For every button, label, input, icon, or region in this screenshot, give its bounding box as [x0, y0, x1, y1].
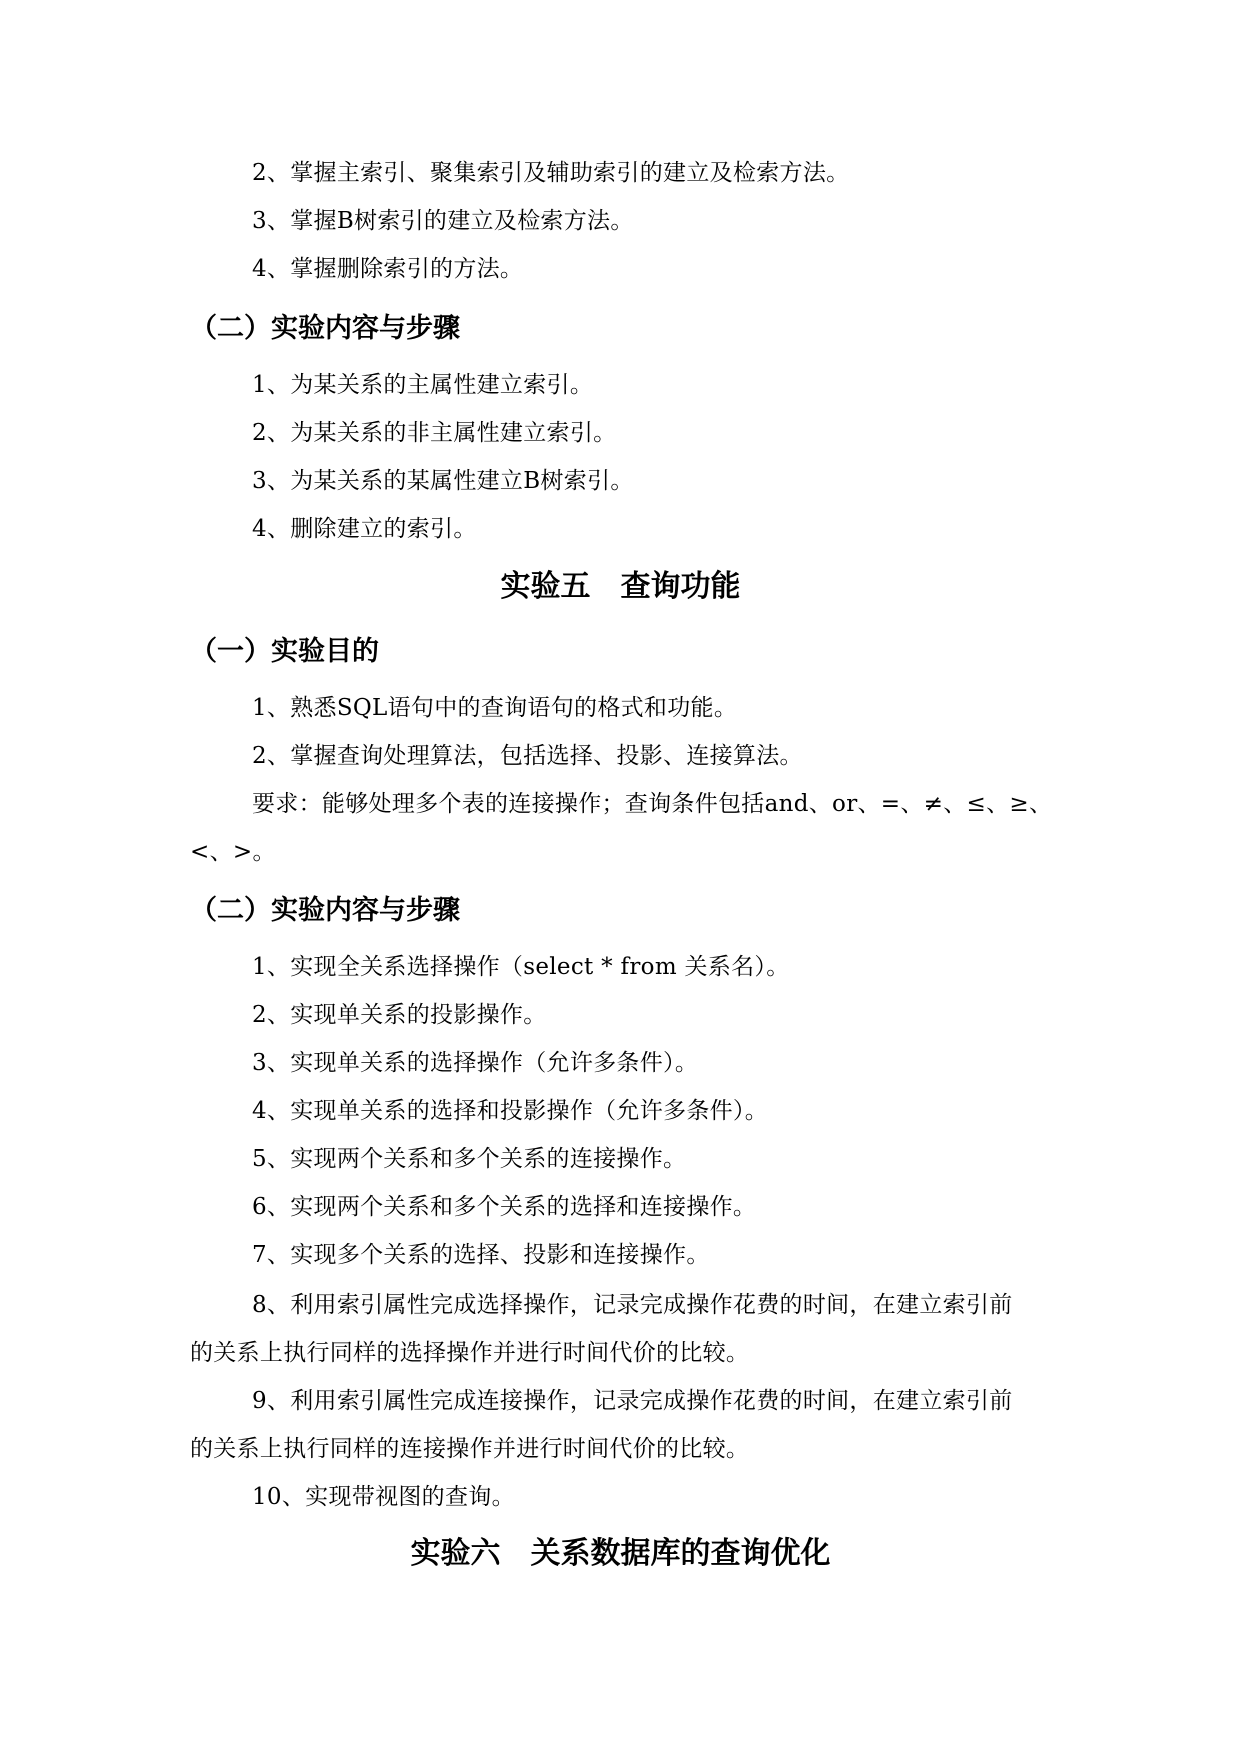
list-item-continued: 的关系上执行同样的连接操作并进行时间代价的比较。 [190, 1436, 750, 1462]
list-item: 8、利用索引属性完成选择操作，记录完成操作花费的时间，在建立索引前 [252, 1292, 1013, 1318]
list-item: 9、利用索引属性完成连接操作，记录完成操作花费的时间，在建立索引前 [252, 1388, 1013, 1414]
list-item: 6、实现两个关系和多个关系的选择和连接操作。 [252, 1194, 757, 1220]
list-item: 5、实现两个关系和多个关系的连接操作。 [252, 1146, 687, 1172]
list-item: 7、实现多个关系的选择、投影和连接操作。 [252, 1242, 710, 1268]
list-item: 2、掌握查询处理算法，包括选择、投影、连接算法。 [252, 743, 803, 769]
list-item: 4、掌握删除索引的方法。 [252, 256, 524, 282]
list-item: 3、实现单关系的选择操作（允许多条件）。 [252, 1050, 699, 1076]
list-item: 2、实现单关系的投影操作。 [252, 1002, 547, 1028]
requirement-text: 要求：能够处理多个表的连接操作；查询条件包括and、or、=、≠、≤、≥、 [252, 791, 1053, 817]
list-item: 4、实现单关系的选择和投影操作（允许多条件）。 [252, 1098, 769, 1124]
list-item-continued: 的关系上执行同样的选择操作并进行时间代价的比较。 [190, 1340, 750, 1366]
chapter-title: 实验五 查询功能 [500, 569, 741, 604]
section-heading: （一）实验目的 [190, 636, 379, 667]
section-heading: （二）实验内容与步骤 [190, 313, 460, 344]
list-item: 3、掌握B树索引的建立及检索方法。 [252, 208, 634, 234]
list-item: 1、实现全关系选择操作（select * from 关系名）。 [252, 954, 790, 980]
section-heading: （二）实验内容与步骤 [190, 895, 460, 926]
list-item: 10、实现带视图的查询。 [252, 1484, 515, 1510]
chapter-title: 实验六 关系数据库的查询优化 [410, 1536, 831, 1571]
list-item: 1、熟悉SQL语句中的查询语句的格式和功能。 [252, 695, 738, 721]
list-item: 2、掌握主索引、聚集索引及辅助索引的建立及检索方法。 [252, 160, 850, 186]
list-item: 4、删除建立的索引。 [252, 516, 477, 542]
list-item: 3、为某关系的某属性建立B树索引。 [252, 468, 634, 494]
list-item: 1、为某关系的主属性建立索引。 [252, 372, 594, 398]
list-item: 2、为某关系的非主属性建立索引。 [252, 420, 617, 446]
requirement-text-continued: <、>。 [190, 839, 276, 865]
